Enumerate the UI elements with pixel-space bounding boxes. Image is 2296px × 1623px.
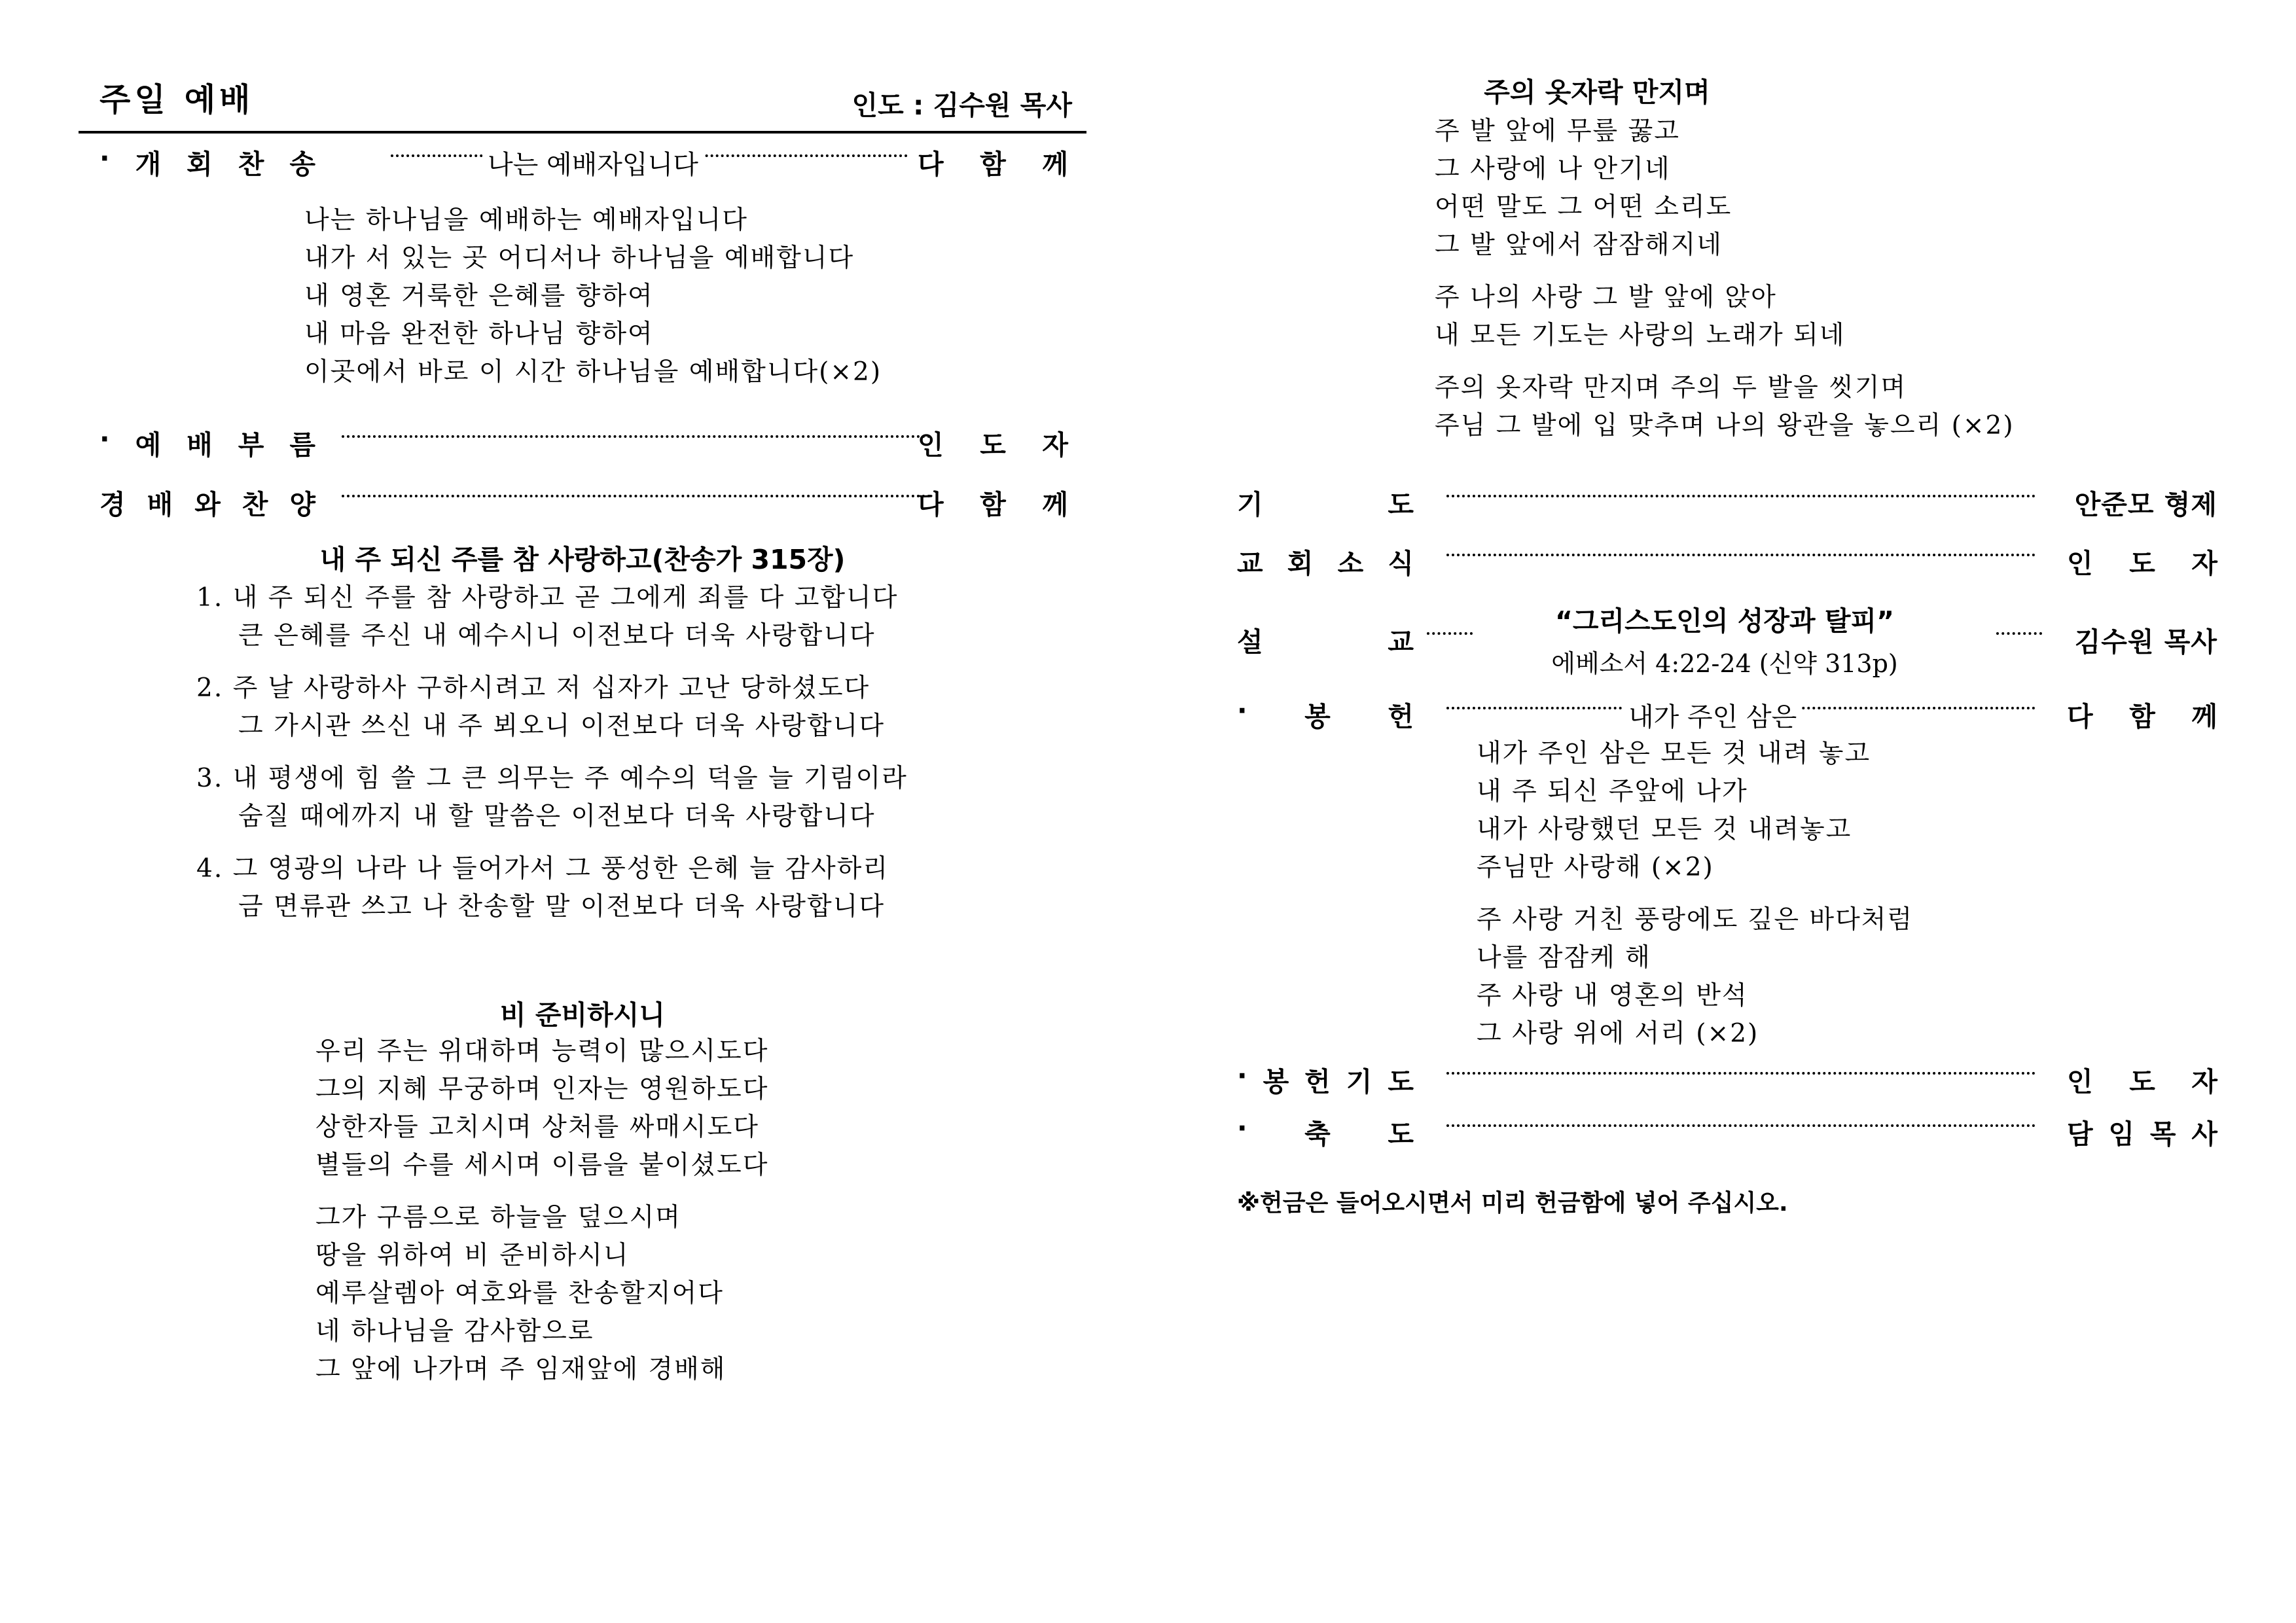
offering-song-title: 내가 주인 삼은 (1623, 696, 1802, 734)
sermon-scripture: 에베소서 4:22-24 (신약 313p) (1551, 649, 1898, 678)
lyric-line: 내가 주인 삼은 모든 것 내려 놓고 (1477, 739, 1871, 768)
who-char: 다 (918, 149, 944, 180)
order-church-news (1237, 535, 2217, 581)
service-leader: 인도 : 김수원 목사 (852, 90, 1072, 121)
lyric-line: 그가 구름으로 하늘을 덮으시며 (315, 1203, 681, 1232)
order-label (1237, 1060, 1414, 1099)
who-char: 께 (1042, 489, 1068, 520)
order-who (918, 143, 1068, 181)
lyric-line: 내 모든 기도는 사랑의 노래가 되네 (1435, 321, 1846, 350)
who-char: 자 (1042, 429, 1068, 461)
who-char: 인 (2067, 548, 2093, 579)
order-who: 안준모 형제 (2074, 489, 2217, 520)
order-who (2067, 1060, 2217, 1099)
who-char: 도 (980, 429, 1006, 461)
order-who (2067, 695, 2217, 734)
label-char: 도 (1388, 1118, 1414, 1150)
lyric-line: 네 하나님을 감사함으로 (315, 1317, 594, 1346)
order-offering (1237, 688, 2217, 734)
label-char: 양 (289, 489, 315, 520)
label-char: 설 (1237, 626, 1263, 658)
who-char: 다 (918, 489, 944, 520)
label-char: 부 (238, 429, 264, 461)
page-title: 주일 예배 (99, 81, 255, 118)
opening-song-lyrics (304, 202, 882, 391)
lyric-line: 주님 그 발에 입 맞추며 나의 왕관을 놓으리 (×2) (1435, 411, 2015, 440)
lyric-line: 주 사랑 거친 풍랑에도 깊은 바다처럼 (1477, 905, 1914, 935)
opening-song-title: 나는 예배자입니다 (482, 144, 704, 181)
lyric-line: 우리 주는 위대하며 능력이 많으시도다 (315, 1037, 769, 1066)
label-char: · 개 (135, 149, 162, 180)
preacher: 김수원 목사 (2074, 626, 2217, 658)
label-char: 배 (187, 429, 213, 461)
lyric-line: 땅을 위하여 비 준비하시니 (315, 1241, 630, 1270)
hymn-verse-line: 그 가시관 쓰신 내 주 뵈오니 이전보다 더욱 사랑합니다 (238, 711, 886, 741)
order-label (99, 143, 315, 181)
hymn-verse-line: 금 면류관 쓰고 나 찬송할 말 이전보다 더욱 사랑합니다 (238, 892, 886, 921)
garment-song-lyrics (1435, 113, 2015, 445)
lyric-line: 그 사랑 위에 서리 (×2) (1477, 1019, 1759, 1048)
dot-leader (1446, 1072, 2036, 1075)
label-char: 찬 (238, 149, 264, 180)
lyric-line: 내가 서 있는 곳 어디서나 하나님을 예배합니다 (304, 243, 855, 273)
order-label (1237, 542, 1414, 580)
who-char: 함 (980, 149, 1006, 180)
lyric-line: 나를 잠잠케 해 (1477, 943, 1651, 972)
order-label (1237, 483, 1414, 522)
dot-leader (342, 495, 931, 497)
lyric-line: 나는 하나님을 예배하는 예배자입니다 (304, 205, 748, 235)
lyric-line: 내 마음 완전한 하나님 향하여 (304, 319, 654, 349)
lyric-line: 주님만 사랑해 (×2) (1477, 853, 1714, 882)
label-char: 도 (1388, 1066, 1414, 1097)
bulletin-header (79, 65, 1086, 134)
lyric-line: 주 발 앞에 무릎 꿇고 (1435, 116, 1680, 146)
order-label (99, 483, 315, 522)
order-sermon (1237, 605, 2217, 686)
lyric-line: 그 발 앞에서 잠잠해지네 (1435, 230, 1723, 260)
label-char: 기 (1237, 489, 1263, 520)
label-char: · 봉 (1304, 701, 1331, 732)
order-offering-prayer (1237, 1054, 2217, 1099)
order-prayer (1237, 476, 2217, 522)
offering-song-lyrics (1477, 735, 1913, 1053)
sermon-info (1486, 599, 1964, 679)
who-char: 목 (2149, 1118, 2176, 1150)
order-opening-hymn (99, 136, 1086, 182)
lyric-line: 내 주 되신 주앞에 나가 (1477, 777, 1748, 806)
order-label (1237, 1113, 1414, 1151)
label-char: 식 (1388, 548, 1414, 579)
lyric-line: 그 사랑에 나 안기네 (1435, 154, 1671, 184)
label-char: 송 (289, 149, 315, 180)
hymn-verse-line: 4. 그 영광의 나라 나 들어가서 그 풍성한 은혜 늘 감사하리 (196, 854, 889, 883)
who-char: 도 (2129, 548, 2155, 579)
order-call-to-worship (99, 417, 1086, 463)
order-label (99, 423, 315, 462)
order-label (1237, 620, 1414, 659)
who-char: 사 (2191, 1118, 2217, 1150)
lyric-line: 상한자들 고치시며 상처를 싸매시도다 (315, 1113, 759, 1142)
order-who (2067, 1113, 2217, 1151)
label-char: 회 (1287, 548, 1314, 579)
who-char: 임 (2108, 1118, 2135, 1150)
who-char: 도 (2129, 1066, 2155, 1097)
dot-leader (342, 435, 931, 438)
label-char: 름 (289, 429, 315, 461)
lyric-line: 그 앞에 나가며 주 임재앞에 경배해 (315, 1355, 726, 1384)
label-char: 회 (187, 149, 213, 180)
song-title-garment: 주의 옷자락 만지며 (1484, 77, 1710, 108)
hymn-title: 내 주 되신 주를 참 사랑하고(찬송가 315장) (319, 544, 846, 575)
who-char: 함 (980, 489, 1006, 520)
lyric-line: 이곳에서 바로 이 시간 하나님을 예배합니다(×2) (304, 357, 882, 387)
lyric-line: 어떤 말도 그 어떤 소리도 (1435, 192, 1732, 222)
lyric-line: 예루살렘아 여호와를 찬송할지어다 (315, 1279, 724, 1308)
label-char: 배 (147, 489, 173, 520)
label-char: 헌 (1388, 701, 1414, 732)
lyric-line: 그의 지혜 무궁하며 인자는 영원하도다 (315, 1075, 769, 1104)
who-char: 인 (918, 429, 944, 461)
hymn-verse-line: 3. 내 평생에 힘 쓸 그 큰 의무는 주 예수의 덕을 늘 기림이라 (196, 764, 908, 793)
label-char: 소 (1337, 548, 1364, 579)
label-char: 기 (1346, 1066, 1372, 1097)
hymn-verse-line: 큰 은혜를 주신 내 예수시니 이전보다 더욱 사랑합니다 (238, 621, 876, 651)
order-benediction (1237, 1106, 2217, 1152)
hymn-verse-line: 2. 주 날 사랑하사 구하시려고 저 십자가 고난 당하셨도다 (196, 673, 870, 703)
order-praise-worship (99, 476, 1086, 522)
dot-leader (1446, 1124, 2036, 1127)
hymn-verse-line: 숨질 때에까지 내 할 말씀은 이전보다 더욱 사랑합니다 (238, 802, 876, 831)
who-char: 자 (2191, 548, 2217, 579)
dot-leader (1446, 554, 2036, 556)
who-char: 함 (2129, 701, 2155, 732)
who-char: 께 (1042, 149, 1068, 180)
label-char: 찬 (242, 489, 268, 520)
label-char: 교 (1237, 548, 1263, 579)
label-char: 도 (1388, 489, 1414, 520)
lyric-line: 별들의 수를 세시며 이름을 붙이셨도다 (315, 1150, 769, 1180)
label-char: 경 (99, 489, 126, 520)
rain-song-lyrics (315, 1033, 768, 1389)
who-char: 께 (2191, 701, 2217, 732)
label-char: · 예 (135, 429, 162, 461)
lyric-line: 내 영혼 거룩한 은혜를 향하여 (304, 281, 654, 311)
order-who (918, 483, 1068, 522)
sermon-title: “그리스도인의 성장과 탈피” (1554, 605, 1895, 637)
label-char: 헌 (1304, 1066, 1331, 1097)
order-who (2067, 542, 2217, 580)
hymn-verse-line: 1. 내 주 되신 주를 참 사랑하고 곧 그에게 죄를 다 고합니다 (196, 583, 899, 613)
label-char: 교 (1388, 626, 1414, 658)
lyric-line: 주 나의 사랑 그 발 앞에 앉아 (1435, 283, 1777, 312)
hymn-lyrics (196, 579, 908, 926)
offering-note: ※헌금은 들어오시면서 미리 헌금함에 넣어 주십시오. (1237, 1190, 1788, 1217)
lyric-line: 주의 옷자락 만지며 주의 두 발을 씻기며 (1435, 373, 1907, 402)
order-who (918, 423, 1068, 462)
order-label (1237, 695, 1414, 734)
song-title-rain: 비 준비하시니 (500, 999, 665, 1031)
dot-leader (1446, 495, 2036, 497)
who-char: 인 (2067, 1066, 2093, 1097)
who-char: 다 (2067, 701, 2093, 732)
label-char: 와 (194, 489, 221, 520)
label-char: · 축 (1304, 1118, 1331, 1150)
dot-leader (1427, 632, 1473, 635)
dot-leader (1996, 632, 2042, 635)
lyric-line: 주 사랑 내 영혼의 반석 (1477, 981, 1748, 1010)
who-char: 자 (2191, 1066, 2217, 1097)
who-char: 담 (2067, 1118, 2093, 1150)
label-char: · 봉 (1263, 1066, 1289, 1097)
lyric-line: 내가 사랑했던 모든 것 내려놓고 (1477, 815, 1852, 844)
